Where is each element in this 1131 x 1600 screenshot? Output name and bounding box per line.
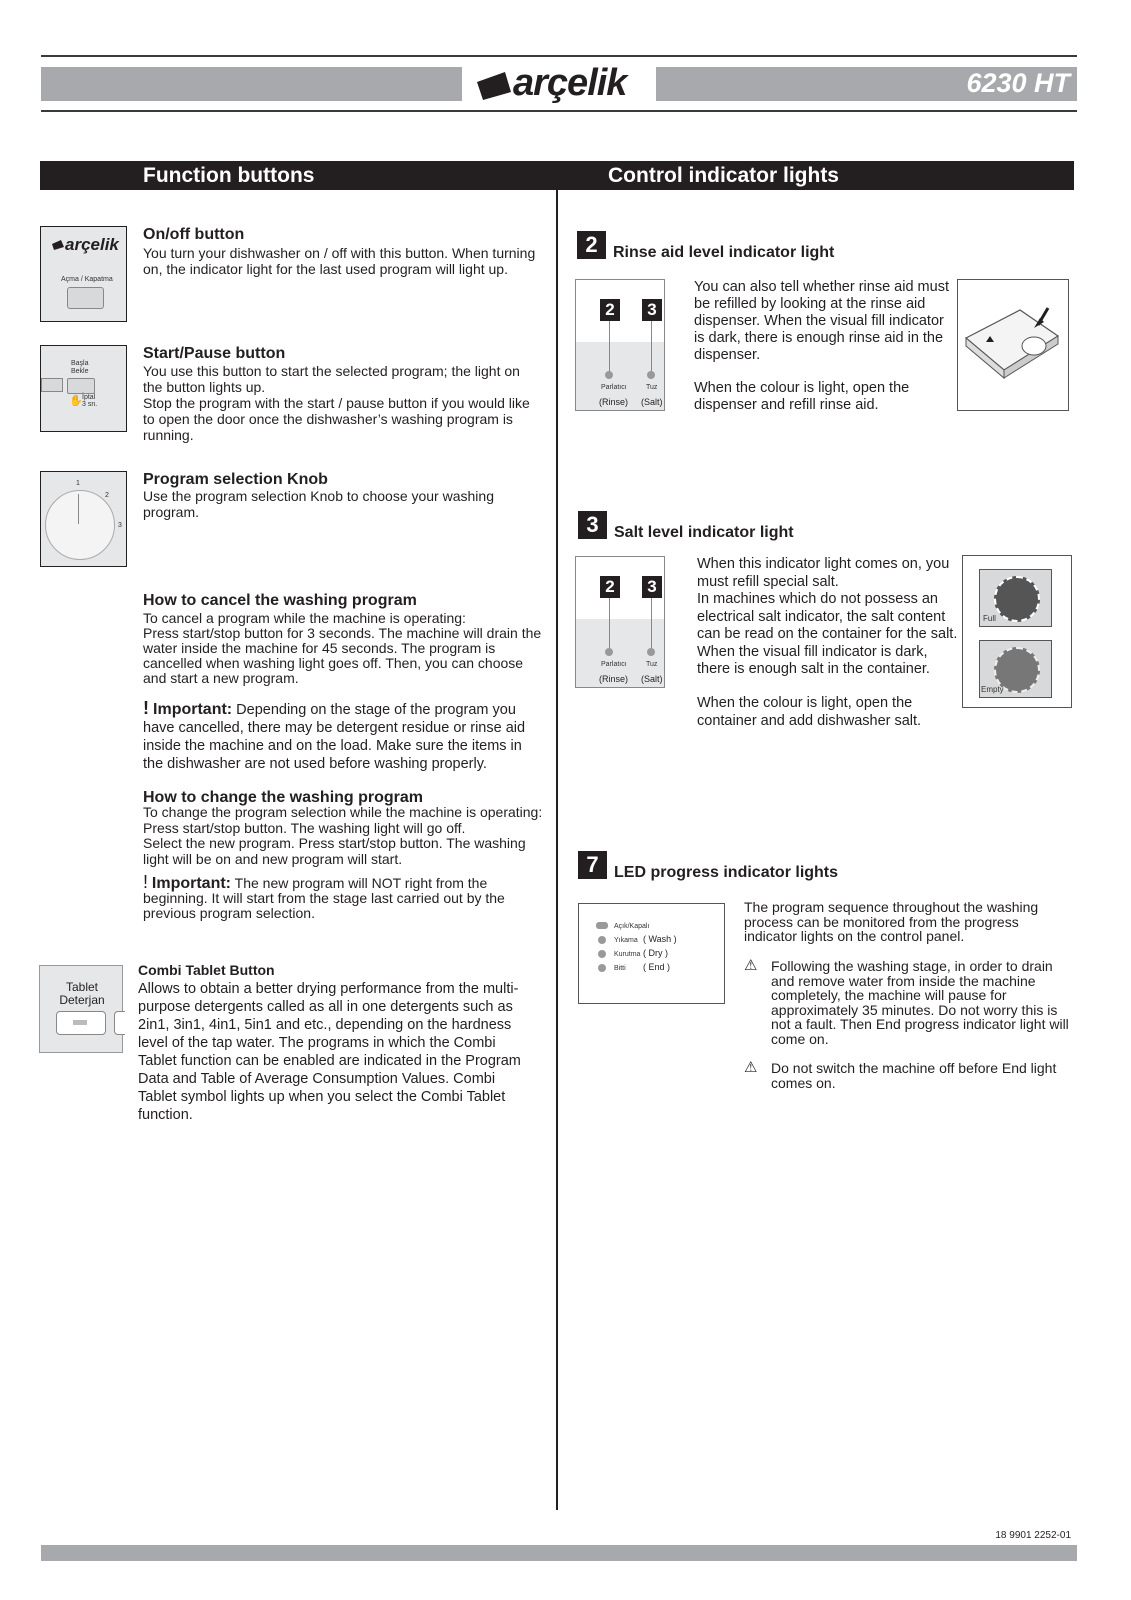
right-section-header [558,161,1074,190]
panel-number-2: 2 [600,299,620,321]
panel-number-3: 3 [642,299,662,321]
salt-empty-label: Empty [981,685,1004,694]
led-row-wash-en: ( Wash ) [643,934,677,944]
led-number-badge: 7 [578,851,607,879]
panel-rinse-tr: Parlatıcı [601,661,627,668]
led-row-dry-tr: Kurutma [614,951,641,958]
header-bottom-rule [41,110,1077,112]
onoff-button-graphic [67,287,104,309]
thumb-3sec-label: 3 sn. [82,401,98,408]
change-important-label: Important: [151,875,232,892]
panel-number-2: 2 [600,576,620,598]
led-warning-1: Following the washing stage, in order to drain and remove water from inside the machine completely, the machine will pause for approximately 35 minutes. Do not worry this is not a fault. Then End progress indicator light will come on. [771,958,1069,1047]
combi-text: Allows to obtain a better drying performance from the multi-purpose detergents called as all in one detergents such as 2in1, 3in1, 4in1, 5in1 and etc., depending on the hardness level of the tap water. The programs in which the Combi Tablet function can be enabled are indicated in the Program Data and Table of Average Consumption Values. Combi Tablet symbol lights up when you select the Combi Tablet function. [138,981,521,1123]
header-top-rule [41,55,1077,57]
panel-salt-tr: Tuz [646,661,658,668]
rinse-text-1: You can also tell whether rinse aid must be refilled by looking at the rinse aid dispenser. When the visual fill indicator is dark, there is enough rinse aid in the dispenser. [694,279,949,363]
hand-icon: ✋ [69,395,83,407]
thumb-pause-label: Bekle [71,368,89,375]
brand-name: arçelik [513,62,627,104]
right-section-title: Control indicator lights [608,164,839,187]
salt-text-1: When this indicator light comes on, you must refill special salt. In machines which do not possess an electrical salt indicator, the salt content can be read on the container for the salt. When the visual fill indicator is dark, there is enough salt in the container. [697,556,958,677]
panel-rinse-en: (Rinse) [599,674,629,684]
salt-number-badge: 3 [578,511,607,539]
rinse-panel-illustration [575,279,665,411]
combi-thumbnail [39,965,123,1053]
thumb-button-right [67,378,95,394]
salt-led [647,371,655,379]
thumb-button-left [41,378,63,392]
rinse-led [605,371,613,379]
left-section-header [40,161,558,190]
onoff-text: You turn your dishwasher on / off with this button. When turning on, the indicator light for the last used program will light up. [143,245,536,277]
thumb-brand-icon [51,239,65,251]
thumb-start-label: Başla [71,360,89,367]
header-bar-left [41,67,462,101]
led-row-dry-en: ( Dry ) [643,948,668,958]
led-row-end-en: ( End ) [643,962,671,972]
change-important [143,872,538,921]
dispenser-icon [958,280,1068,410]
led-warning-2: Do not switch the machine off before End light comes on. [771,1060,1057,1091]
onoff-title: On/off button [143,226,245,243]
rinse-text-2: When the colour is light, open the dispenser and refill rinse aid. [694,380,910,413]
onoff-thumbnail [40,226,127,322]
salt-title: Salt level indicator light [614,524,794,541]
led-row-end-tr: Bitti [614,965,626,972]
thumb-cancel-label: İptal [82,394,96,401]
startpause-title: Start/Pause button [143,345,286,362]
knob-mark-3: 3 [118,522,122,529]
knob-mark-1: 1 [76,480,80,487]
led-row-onoff: Açık/Kapalı [614,923,650,930]
led-panel-illustration [578,903,725,1004]
warning-icon: ⚠ [744,957,758,974]
dry-led [598,950,606,958]
left-section-title: Function buttons [143,164,315,187]
panel-rinse-en: (Rinse) [599,397,629,407]
brand-logo-icon [475,68,515,104]
rinse-led [605,648,613,656]
panel-rinse-tr: Parlatıcı [601,384,627,391]
thumb-brand: arçelik [65,235,119,254]
document-code: 18 9901 2252-01 [995,1530,1071,1541]
combi-title: Combi Tablet Button [138,962,275,978]
cancel-text: To cancel a program while the machine is operating: Press start/stop button for 3 seconds. The machine will drain the water inside the machine for 45 seconds. The program is cancelled when washing light goes off. Then, you can choose and start a new program. [143,610,542,686]
led-title: LED progress indicator lights [614,864,839,881]
knob-pointer [78,494,79,524]
combi-button-graphic [56,1011,106,1035]
exclamation-icon: ! [143,872,149,892]
salt-full-label: Full [983,614,996,623]
footer-bar [41,1545,1077,1561]
cancel-important [143,699,543,773]
thumb-onoff-label: Açma / Kapatma [61,276,113,283]
combi-thumb-label-1: Tablet [65,980,99,994]
salt-text-2: When the colour is light, open the container and add dishwasher salt. [697,695,922,729]
panel-salt-tr: Tuz [646,384,658,391]
startpause-text: You use this button to start the selected program; the light on the button lights up. Stop the program with the start / pause button if you would like to open the door once the dishwasher’s washing program is running. [143,363,530,443]
rinse-dispenser-illustration [957,279,1069,411]
change-text: To change the program selection while the machine is operating: Press start/stop button. The washing light will go off. Select the new program. Press start/stop button. The washing light will be on and new program will start. [143,804,543,867]
knob-graphic [45,490,115,560]
cancel-important-label: Important: [153,701,233,718]
knob-text: Use the program selection Knob to choose your washing program. [143,488,494,520]
led-text: The program sequence throughout the washing process can be monitored from the progress indicator lights on the control panel. [744,899,1039,944]
salt-cap-illustration [962,555,1072,708]
change-important-text: The new program will NOT right from the beginning. It will start from the stage last carried out by the previous program selection. [143,875,505,921]
panel-salt-en: (Salt) [641,397,663,407]
column-divider [556,190,558,1510]
knob-title: Program selection Knob [143,471,328,488]
salt-led [647,648,655,656]
cancel-important-text: Depending on the stage of the program you have cancelled, there may be detergent residue or rinse aid inside the machine and on the load. Make sure the items in the dishwasher are not used before washing properly. [143,702,526,772]
knob-mark-2: 2 [105,492,109,499]
salt-panel-illustration [575,556,665,688]
onoff-led [596,922,608,929]
change-title: How to change the washing program [143,789,424,806]
led-row-wash-tr: Yıkama [614,937,638,944]
brand-logo [475,62,645,106]
model-number: 6230 HT [966,68,1070,98]
salt-cap-full-icon [994,576,1040,622]
startpause-thumbnail [40,345,127,432]
combi-thumb-label-2: Deterjan [59,993,105,1007]
combi-next-button-graphic [114,1011,125,1035]
cancel-title: How to cancel the washing program [143,592,417,609]
panel-number-3: 3 [642,576,662,598]
knob-thumbnail [40,471,127,567]
end-led [598,964,606,972]
warning-icon: ⚠ [744,1059,758,1076]
rinse-number-badge: 2 [577,231,606,259]
exclamation-icon: ! [143,698,149,718]
panel-salt-en: (Salt) [641,674,663,684]
wash-led [598,936,606,944]
rinse-title: Rinse aid level indicator light [613,244,835,261]
